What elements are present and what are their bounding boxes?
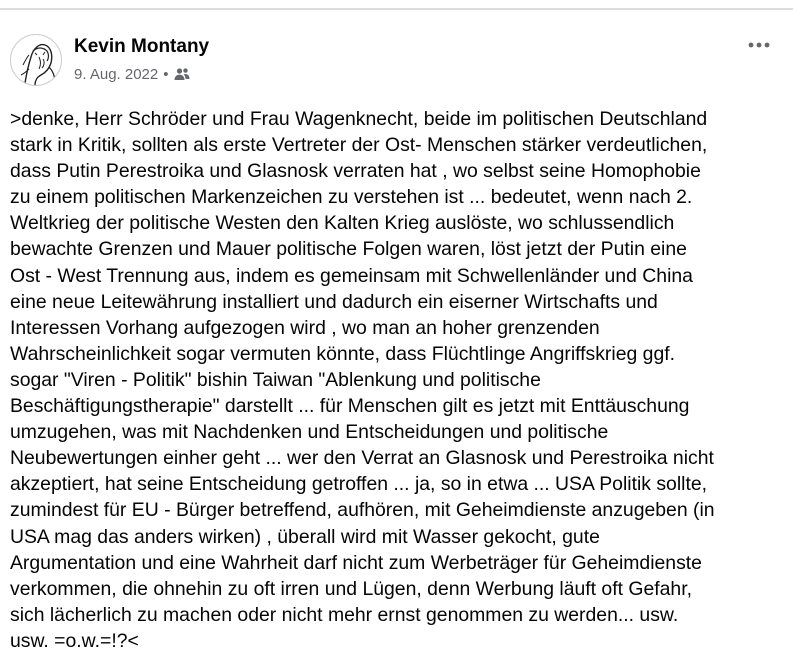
- author-avatar[interactable]: [10, 34, 62, 86]
- post-date[interactable]: 9. Aug. 2022: [74, 65, 159, 83]
- post-text: >denke, Herr Schröder und Frau Wagenknecht, beide im politischen Deutschland stark in Kritik, sollten als erste Vertreter der Ost- Menschen stärker verdeutlichen, dass Putin Perestroika und Glasnosk verraten hat , wo selbst seine Homophobie zu einem politischen Markenzeichen zu verstehen ist ... bedeutet, wenn nach 2. Weltkrieg der politische Westen den Kalten Krieg auslöste, wo schlussendlich bewachte Grenzen und Mauer politische Folgen waren, löst jetzt der Putin eine Ost - West Trennung aus, indem es gemeinsam mit Schwellenländer und China eine neue Leitewährung installiert und dadurch ein eiserner Wirtschafts und Interessen Vorhang aufgezogen wird , wo man an hoher grenzenden Wahrscheinlichkeit sogar vermuten könnte, dass Flüchtlinge Angriffskrieg ggf. sogar "Viren - Politik" bishin Taiwan "Ablenkung und politische Beschäftigungstherapie" darstellt ... für Menschen gilt es jetzt mit Enttäuschung umzugehen, was mit Nachdenken und Entscheidungen und politische Neubewertungen einher geht ... wer den Verrat an Glasnosk und Perestroika nicht akzeptiert, hat seine Entscheidung getroffen ... ja, so in etwa ... USA Politik sollte, zumindest für EU - Bürger betreffend, aufhören, mit Geheimdienste anzugeben (in USA mag das anders wirken) , überall wird mit Wasser gekocht, gute Argumentation und eine Wahrheit darf nicht zum Werbeträger für Geheimdienste verkommen, die ohnehin zu oft irren und Lügen, denn Werbung läuft oft Gefahr, sich lächerlich zu machen oder nicht mehr ernst genommen zu werden... usw. usw. =o.w.=!?<: [10, 108, 715, 652]
- top-divider: [0, 8, 793, 10]
- friends-icon[interactable]: [174, 67, 190, 81]
- more-options-icon: [747, 41, 771, 49]
- meta-separator: •: [163, 65, 169, 83]
- author-name[interactable]: Kevin Montany: [74, 36, 210, 57]
- post-meta: [74, 64, 190, 84]
- post-header: [10, 34, 783, 90]
- sketch-portrait-icon: [11, 35, 62, 86]
- more-options-button[interactable]: [745, 34, 773, 56]
